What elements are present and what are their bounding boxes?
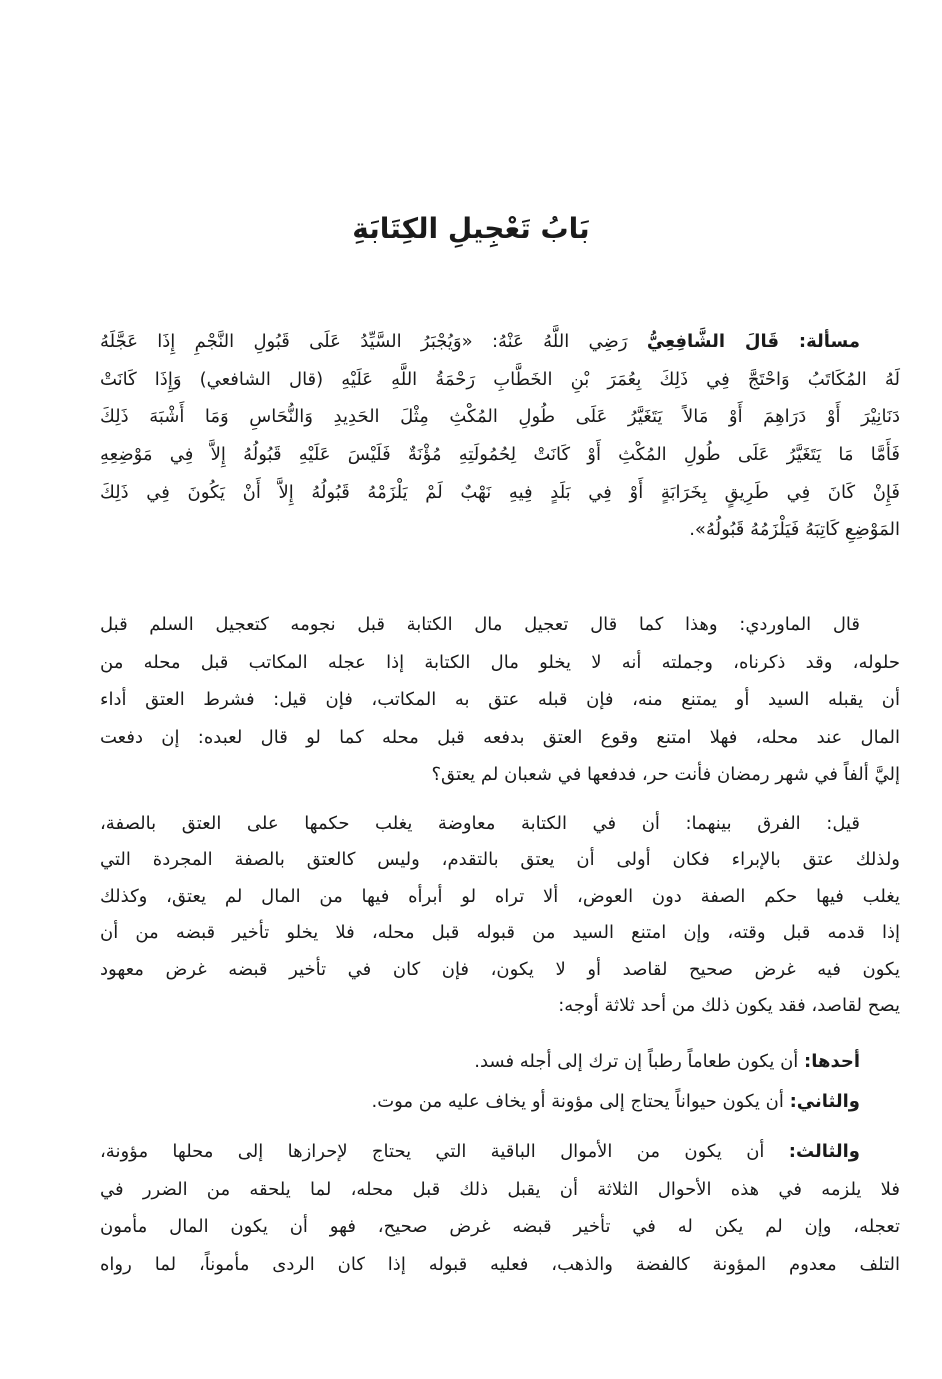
text-line [100, 1246, 900, 1284]
text-line [100, 1208, 900, 1246]
paragraph-lead: والثالث: [788, 1141, 860, 1162]
line-text: حلوله، وقد ذكرناه، وجملته أنه لا يخلو مال الكتابة إذا عجله المكاتب قبل محله من [100, 651, 900, 673]
text-line [100, 1083, 900, 1120]
text-line [100, 511, 900, 549]
text-line [100, 398, 900, 436]
text-line [100, 644, 900, 682]
text-line [100, 719, 900, 757]
line-text: لَهُ المُكَاتَبُ وَاحْتَجَّ فِي ذَلِكَ بِعُمَرَ بْنِ الخَطَّابِ رَحْمَةُ اللَّهِ عَلَيْهِ (قال الشافعي) وَإِذَا كَانَتْ [100, 368, 900, 390]
text-line [100, 842, 900, 878]
text-line [100, 1133, 900, 1171]
line-text: أن يكون حيواناً يحتاج إلى مؤونة أو يخاف عليه من موت. [371, 1091, 790, 1112]
line-text: رَضِي اللَّهُ عَنْهُ: «وَيُجْبَرُ السَّيِّدُ عَلَى قَبُولِ النَّجْمِ إِذَا عَجَّلَهُ [100, 331, 647, 352]
line-text: إذا قدمه قبل وقته، وإن امتنع السيد من قبوله قبل محله، فلا يخلو تأخير قبضه من أن [100, 922, 900, 944]
line-text: فَإِنْ كَانَ فِي طَرِيقٍ بِخَرَابَةٍ أَوْ فِي بَلَدٍ فِيهِ نَهْبٌ لَمْ يَلْزَمْهُ قَبُولُهُ إِلاَّ أَنْ يَكُونَ فِي ذَلِكَ [100, 481, 900, 503]
line-text: التلف معدوم المؤونة كالفضة والذهب، فعليه قبوله إذا كان الردى مأموناً، لما رواه [100, 1253, 900, 1275]
paragraph [100, 1133, 900, 1283]
text-line [100, 323, 900, 361]
text-line [100, 988, 900, 1024]
paragraph [100, 806, 900, 1024]
paragraph-lead: والثاني: [789, 1091, 860, 1112]
line-text: يصح لقاصد، فقد يكون ذلك من أحد ثلاثة أوجه: [558, 994, 900, 1016]
line-text: المال عند محله، فهلا امتنع وقوع العتق بدفعه قبل محله كما لو قال لعبده: إن دفعت [100, 726, 900, 748]
text-line [100, 681, 900, 719]
line-text: يغلب فيها حكم الصفة دون العوض، ألا تراه لو أبرأه فيها من المال لم يعتق، وكذلك [100, 885, 900, 907]
text-line [100, 361, 900, 399]
line-text: قال الماوردي: وهذا كما قال تعجيل مال الكتابة قبل نجومه كتعجيل السلم قبل [100, 614, 860, 635]
paragraph-lead: أحدها: [804, 1051, 860, 1072]
line-text: تعجله، وإن لم يكن له في تأخير قبضه غرض صحيح، فهو أن يكون المال مأمون [100, 1216, 900, 1237]
chapter-title: بَابُ تَعْجِيلِ الكِتَابَةِ [352, 212, 590, 245]
paragraph [100, 1043, 900, 1080]
line-text: أن يكون من الأموال الباقية التي يحتاج لإحرازها إلى محلها مؤونة، [100, 1141, 789, 1162]
line-text: أن يكون طعاماً رطباً إن ترك إلى أجله فسد. [474, 1051, 805, 1072]
paragraph [100, 323, 900, 549]
line-text: فلا يلزمه في هذه الأحوال الثلاثة أن يقبل ذلك قبل محله، لما يلحقه من الضرر في [100, 1178, 900, 1200]
line-text: ولذلك عتق بالإبراء فكان أولى أن يعتق بالتقدم، وليس كالعتق بالصفة المجردة التي [100, 849, 900, 871]
line-text: المَوْضِعِ كَاتِبَهُ فَيَلْزَمُهُ قَبُولُهُ». [689, 519, 900, 541]
text-line [100, 606, 900, 644]
text-line [100, 436, 900, 474]
line-text: أن يقبله السيد أو يمتنع منه، فإن قبله عتق به المكاتب، فإن قيل: فشرط العتق أداء [100, 689, 900, 710]
text-line [100, 879, 900, 915]
line-text: دَنَانِيْرَ أَوْ دَرَاهِمَ أَوْ مَالاً يَتَغَيَّرُ عَلَى طُولِ المُكْثِ مِثْلَ الحَدِيدِ وَالنُّحَاسِ وَمَا أَشْبَهَ ذَلِكَ [100, 406, 900, 428]
text-line [100, 952, 900, 988]
paragraph-lead: مسألة: قَالَ الشَّافِعِيُّ [646, 331, 860, 352]
line-text: يكون فيه غرض صحيح لقاصد أو لا يكون، فإن كان في تأخير قبضه غرض معهود [100, 958, 900, 980]
line-text: قيل: الفرق بينهما: أن في الكتابة معاوضة يغلب حكمها على العتق بالصفة، [100, 813, 860, 834]
text-line [100, 756, 900, 794]
text-line [100, 1043, 900, 1080]
line-text: إليَّ ألفاً في شهر رمضان فأنت حر، فدفعها في شعبان لم يعتق؟ [431, 764, 900, 785]
text-line [100, 806, 900, 842]
text-line [100, 474, 900, 512]
text-line [100, 1171, 900, 1209]
paragraph [100, 1083, 900, 1120]
line-text: فَأَمَّا مَا يَتَغَيَّرُ عَلَى طُولِ المُكْثِ أَوْ كَانَتْ لِحُمُولَتِهِ مُؤْنَةٌ فَلَيْسَ عَلَيْهِ قَبُولُهُ إِلاَّ فِي مَوْضِعِهِ [100, 444, 900, 466]
paragraph [100, 606, 900, 794]
text-line [100, 915, 900, 951]
